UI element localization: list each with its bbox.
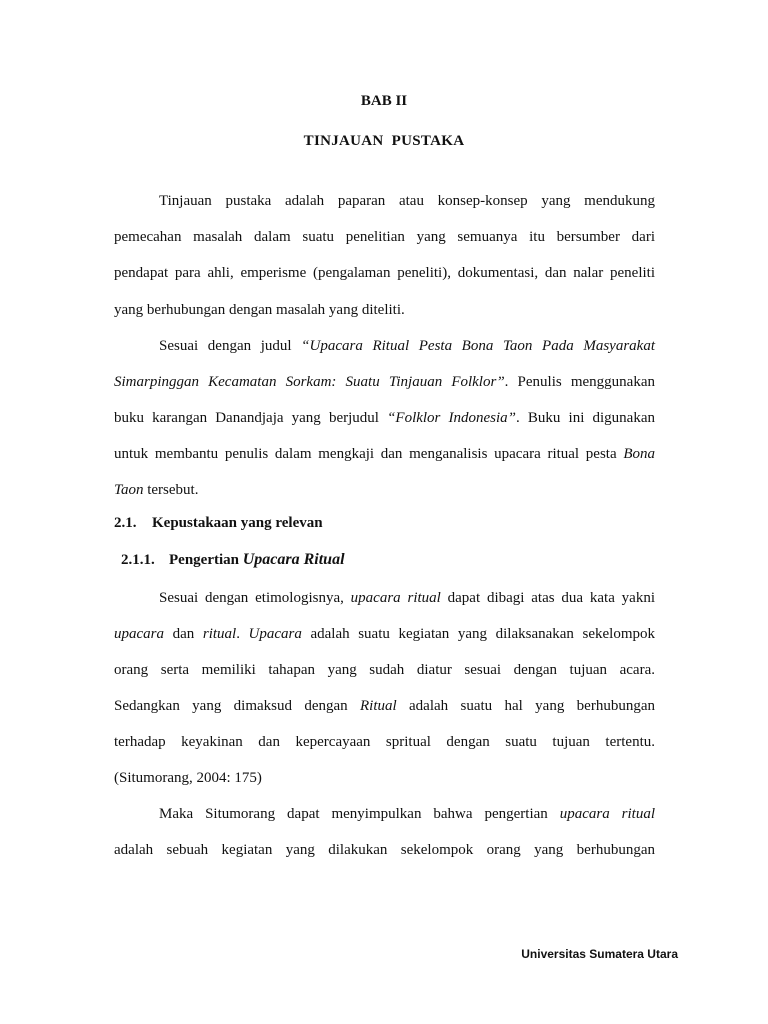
italic-run: Bona: [623, 446, 655, 462]
italic-run: Upacara: [248, 626, 302, 642]
paragraph-2-line-1: [159, 337, 655, 355]
italic-run: Taon: [114, 482, 144, 498]
text-run: .: [236, 626, 249, 642]
italic-run: ritual: [202, 626, 237, 642]
text-run: tersebut.: [143, 482, 199, 498]
subsection-number: 2.1.1.: [121, 552, 155, 568]
paragraph-3-line-1: [159, 589, 655, 607]
paragraph-4-line-1: [159, 805, 655, 823]
italic-run: upacara ritual: [559, 806, 655, 822]
paragraph-2-line-2: [114, 373, 655, 391]
italic-run: “Upacara Ritual Pesta Bona Taon Pada Masyarakat: [301, 338, 655, 354]
chapter-heading: BAB II: [360, 93, 408, 109]
paragraph-2-line-5: [114, 481, 655, 499]
text-run: Maka Situmorang dapat menyimpulkan bahwa pengertian: [159, 806, 560, 822]
text-run: Sesuai dengan etimologisnya,: [159, 590, 351, 606]
text-run: buku karangan Danandjaja yang berjudul: [114, 410, 388, 426]
subsection-heading: [121, 551, 345, 569]
text-run: dan: [164, 626, 203, 642]
paragraph-3-line-6: (Situmorang, 2004: 175): [114, 770, 262, 786]
paragraph-3-line-3: orang serta memiliki tahapan yang sudah diatur sesuai dengan tujuan acara.: [114, 662, 655, 678]
italic-run: Ritual: [360, 698, 397, 714]
chapter-title: TINJAUAN PUSTAKA: [303, 133, 465, 149]
subsection-label: Pengertian: [169, 552, 243, 568]
paragraph-1-line-2: pemecahan masalah dalam suatu penelitian yang semuanya itu bersumber dari: [114, 229, 655, 245]
text-run: Sedangkan yang dimaksud dengan: [114, 698, 360, 714]
paragraph-1-line-3: pendapat para ahli, emperisme (pengalaman peneliti), dokumentasi, dan nalar peneliti: [114, 265, 655, 281]
paragraph-2-line-3: [114, 409, 655, 427]
italic-run: Simarpinggan Kecamatan Sorkam: Suatu Tinjauan Folklor”: [114, 374, 505, 390]
subsection-label-italic: Upacara Ritual: [242, 551, 345, 568]
section-label: Kepustakaan yang relevan: [152, 515, 323, 531]
paragraph-1-line-4: yang berhubungan dengan masalah yang diteliti.: [114, 302, 405, 318]
paragraph-3-line-4: [114, 697, 655, 715]
text-run: Sesuai dengan judul: [159, 338, 302, 354]
footer-institution: Universitas Sumatera Utara: [521, 947, 678, 961]
text-run: . Penulis menggunakan: [504, 374, 655, 390]
paragraph-1-line-1: Tinjauan pustaka adalah paparan atau konsep-konsep yang mendukung: [159, 193, 655, 209]
section-number: 2.1.: [114, 515, 137, 531]
paragraph-3-line-5: terhadap keyakinan dan kepercayaan spritual dengan suatu tujuan tertentu.: [114, 734, 655, 750]
italic-run: upacara: [114, 626, 164, 642]
paragraph-4-line-2: adalah sebuah kegiatan yang dilakukan sekelompok orang yang berhubungan: [114, 842, 655, 858]
italic-run: upacara ritual: [350, 590, 441, 606]
italic-run: “Folklor Indonesia”: [387, 410, 517, 426]
text-run: dapat dibagi atas dua kata yakni: [440, 590, 655, 606]
text-run: adalah suatu hal yang berhubungan: [396, 698, 655, 714]
text-run: untuk membantu penulis dalam mengkaji dan menganalisis upacara ritual pesta: [114, 446, 624, 462]
text-run: adalah suatu kegiatan yang dilaksanakan sekelompok: [301, 626, 655, 642]
text-run: . Buku ini digunakan: [516, 410, 655, 426]
section-heading: [114, 515, 323, 532]
paragraph-2-line-4: [114, 445, 655, 463]
paragraph-3-line-2: [114, 625, 655, 643]
